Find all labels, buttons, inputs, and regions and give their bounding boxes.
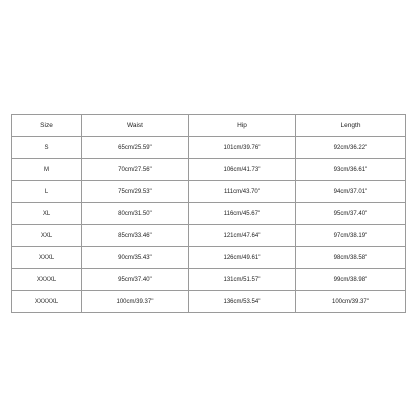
cell-size: XL [12,203,82,225]
header-size: Size [12,115,82,137]
table-row [12,225,406,247]
cell-size: XXXXXL [12,291,82,313]
cell-waist: 65cm/25.59'' [82,137,189,159]
cell-size: XXXL [12,247,82,269]
cell-waist: 100cm/39.37'' [82,291,189,313]
table-row [12,269,406,291]
table-row [12,159,406,181]
header-waist: Waist [82,115,189,137]
table-row [12,247,406,269]
table-row [12,291,406,313]
cell-size: M [12,159,82,181]
cell-size: XXXXL [12,269,82,291]
cell-hip: 131cm/51.57'' [189,269,296,291]
header-hip: Hip [189,115,296,137]
cell-size: S [12,137,82,159]
cell-length: 97cm/38.19'' [296,225,406,247]
table-row [12,203,406,225]
cell-length: 94cm/37.01'' [296,181,406,203]
table-row [12,137,406,159]
cell-waist: 70cm/27.56'' [82,159,189,181]
cell-waist: 80cm/31.50'' [82,203,189,225]
cell-hip: 121cm/47.64'' [189,225,296,247]
cell-size: L [12,181,82,203]
header-length: Length [296,115,406,137]
cell-length: 100cm/39.37'' [296,291,406,313]
cell-waist: 75cm/29.53'' [82,181,189,203]
cell-hip: 116cm/45.67'' [189,203,296,225]
cell-hip: 111cm/43.70'' [189,181,296,203]
cell-waist: 85cm/33.46'' [82,225,189,247]
cell-hip: 126cm/49.61'' [189,247,296,269]
cell-hip: 101cm/39.76'' [189,137,296,159]
table-header-row [12,115,406,137]
size-chart-table [11,114,406,313]
cell-size: XXL [12,225,82,247]
cell-length: 98cm/38.58'' [296,247,406,269]
cell-length: 92cm/36.22'' [296,137,406,159]
cell-length: 95cm/37.40'' [296,203,406,225]
cell-waist: 95cm/37.40'' [82,269,189,291]
cell-hip: 136cm/53.54'' [189,291,296,313]
cell-length: 93cm/36.61'' [296,159,406,181]
table-row [12,181,406,203]
cell-waist: 90cm/35.43'' [82,247,189,269]
cell-length: 99cm/38.98'' [296,269,406,291]
cell-hip: 106cm/41.73'' [189,159,296,181]
